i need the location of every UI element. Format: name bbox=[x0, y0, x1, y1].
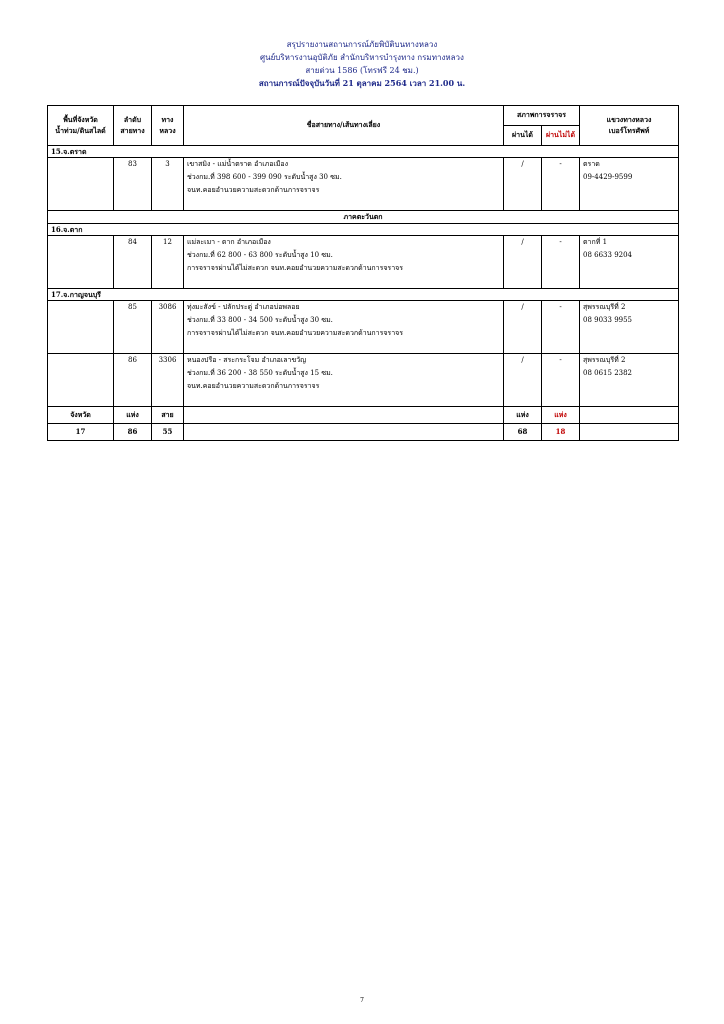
summary-blank bbox=[184, 424, 504, 441]
route-line: หนองปรือ - สระกระโจม อำเภอเลาขวัญ bbox=[187, 356, 307, 364]
summary-places-value: 86 bbox=[114, 424, 152, 441]
col-office-header: แขวงทางหลวง เบอร์โทรศัพท์ bbox=[580, 106, 679, 146]
table-header-row-1 bbox=[48, 106, 679, 126]
table-row bbox=[48, 158, 679, 211]
office-name: สุพรรณบุรีที่ 2 bbox=[583, 356, 626, 364]
region-row bbox=[48, 211, 679, 224]
highway-cell: 3 bbox=[152, 158, 184, 211]
office-phone: 08 6633 9204 bbox=[583, 251, 633, 259]
route-line: แม่ละเมา - ตาก อำเภอเมือง bbox=[187, 238, 271, 246]
header-status-date: สถานการณ์ปัจจุบันวันที่ 21 ตุลาคม 2564 เวลา 21.00 น. bbox=[258, 78, 466, 88]
col-impassable-header: ผ่านไม่ได้ bbox=[542, 126, 580, 146]
passable-cell: / bbox=[504, 301, 542, 354]
summary-routes-value: 55 bbox=[152, 424, 184, 441]
route-line: ช่วงกม.ที่ 62 800 - 63 800 ระดับน้ำสูง 10 ซม. bbox=[187, 251, 333, 259]
summary-value-row bbox=[48, 424, 679, 441]
highway-cell: 3086 bbox=[152, 301, 184, 354]
route-line: ช่วงกม.ที่ 33 800 - 34 500 ระดับน้ำสูง 30 ซม. bbox=[187, 316, 333, 324]
table-row bbox=[48, 301, 679, 354]
province-name: 15.จ.ตราด bbox=[48, 146, 679, 158]
table-row bbox=[48, 236, 679, 289]
area-cell bbox=[48, 158, 114, 211]
route-cell bbox=[184, 354, 504, 407]
route-line: เขาสมิง - แม่น้ำตราด อำเภอเมือง bbox=[187, 160, 289, 168]
office-cell bbox=[580, 354, 679, 407]
summary-label-row bbox=[48, 407, 679, 424]
summary-passable-value: 68 bbox=[504, 424, 542, 441]
summary-province-value: 17 bbox=[48, 424, 114, 441]
report-header bbox=[0, 38, 724, 90]
passable-cell: / bbox=[504, 158, 542, 211]
province-row bbox=[48, 146, 679, 158]
header-hotline: สายด่วน 1586 (โทรฟรี 24 ชม.) bbox=[305, 66, 419, 75]
summary-blank-office bbox=[580, 424, 679, 441]
summary-places-label: แห่ง bbox=[114, 407, 152, 424]
seq-cell: 84 bbox=[114, 236, 152, 289]
highway-cell: 3306 bbox=[152, 354, 184, 407]
office-phone: 08 0615 2382 bbox=[583, 369, 633, 377]
route-line: การจราจรผ่านได้ไม่สะดวก จนท.คอยอำนวยความสะดวกด้านการจราจร bbox=[187, 264, 403, 272]
office-cell bbox=[580, 236, 679, 289]
route-cell bbox=[184, 301, 504, 354]
impassable-cell: - bbox=[542, 158, 580, 211]
col-traffic-header: สภาพการจราจร bbox=[504, 106, 580, 126]
header-department: ศูนย์บริหารงานอุบัติภัย สำนักบริหารบำรุงทาง กรมทางหลวง bbox=[260, 53, 464, 62]
seq-cell: 85 bbox=[114, 301, 152, 354]
office-phone: 08 9033 9955 bbox=[583, 316, 633, 324]
route-line: จนท.คอยอำนวยความสะดวกด้านการจราจร bbox=[187, 382, 320, 390]
impassable-cell: - bbox=[542, 236, 580, 289]
disaster-report-table bbox=[47, 105, 679, 441]
summary-impassable-label: แห่ง bbox=[542, 407, 580, 424]
office-name: ตราด bbox=[583, 160, 600, 168]
route-line: การจราจรผ่านได้ไม่สะดวก จนท.คอยอำนวยความสะดวกด้านการจราจร bbox=[187, 329, 403, 337]
route-line: ทุ่งมะสังข์ - ปลักประดู่ อำเภอบ่อพลอย bbox=[187, 303, 300, 311]
summary-blank bbox=[184, 407, 504, 424]
office-cell bbox=[580, 301, 679, 354]
col-passable-header: ผ่านได้ bbox=[504, 126, 542, 146]
seq-cell: 83 bbox=[114, 158, 152, 211]
header-title: สรุปรายงานสถานการณ์ภัยพิบัติบนทางหลวง bbox=[286, 40, 438, 49]
route-line: จนท.คอยอำนวยความสะดวกด้านการจราจร bbox=[187, 186, 320, 194]
col-area-header: พื้นที่จังหวัด น้ำท่วม/ดินสไลด์ bbox=[48, 106, 114, 146]
province-name: 17.จ.กาญจนบุรี bbox=[48, 289, 679, 301]
route-cell bbox=[184, 158, 504, 211]
seq-cell: 86 bbox=[114, 354, 152, 407]
province-row bbox=[48, 289, 679, 301]
summary-impassable-value: 18 bbox=[542, 424, 580, 441]
province-row bbox=[48, 224, 679, 236]
passable-cell: / bbox=[504, 354, 542, 407]
route-cell bbox=[184, 236, 504, 289]
col-highway-header: ทาง หลวง bbox=[152, 106, 184, 146]
impassable-cell: - bbox=[542, 301, 580, 354]
route-line: ช่วงกม.ที่ 398 600 - 399 090 ระดับน้ำสูง 30 ซม. bbox=[187, 173, 342, 181]
highway-cell: 12 bbox=[152, 236, 184, 289]
office-name: สุพรรณบุรีที่ 2 bbox=[583, 303, 626, 311]
table-row bbox=[48, 354, 679, 407]
summary-passable-label: แห่ง bbox=[504, 407, 542, 424]
col-seq-header: ลำดับ สายทาง bbox=[114, 106, 152, 146]
passable-cell: / bbox=[504, 236, 542, 289]
province-name: 16.จ.ตาก bbox=[48, 224, 679, 236]
office-cell bbox=[580, 158, 679, 211]
region-name: ภาคตะวันตก bbox=[48, 211, 679, 224]
area-cell bbox=[48, 301, 114, 354]
summary-routes-label: สาย bbox=[152, 407, 184, 424]
table-body bbox=[48, 146, 679, 407]
summary-province-label: จังหวัด bbox=[48, 407, 114, 424]
col-route-header: ชื่อสายทาง/เส้นทางเลี่ยง bbox=[184, 106, 504, 146]
office-name: ตากที่ 1 bbox=[583, 238, 608, 246]
page-number: 7 bbox=[360, 997, 364, 1004]
area-cell bbox=[48, 354, 114, 407]
impassable-cell: - bbox=[542, 354, 580, 407]
office-phone: 09-4429-9599 bbox=[583, 173, 633, 181]
route-line: ช่วงกม.ที่ 36 200 - 38 550 ระดับน้ำสูง 15 ซม. bbox=[187, 369, 333, 377]
area-cell bbox=[48, 236, 114, 289]
summary-blank-office bbox=[580, 407, 679, 424]
